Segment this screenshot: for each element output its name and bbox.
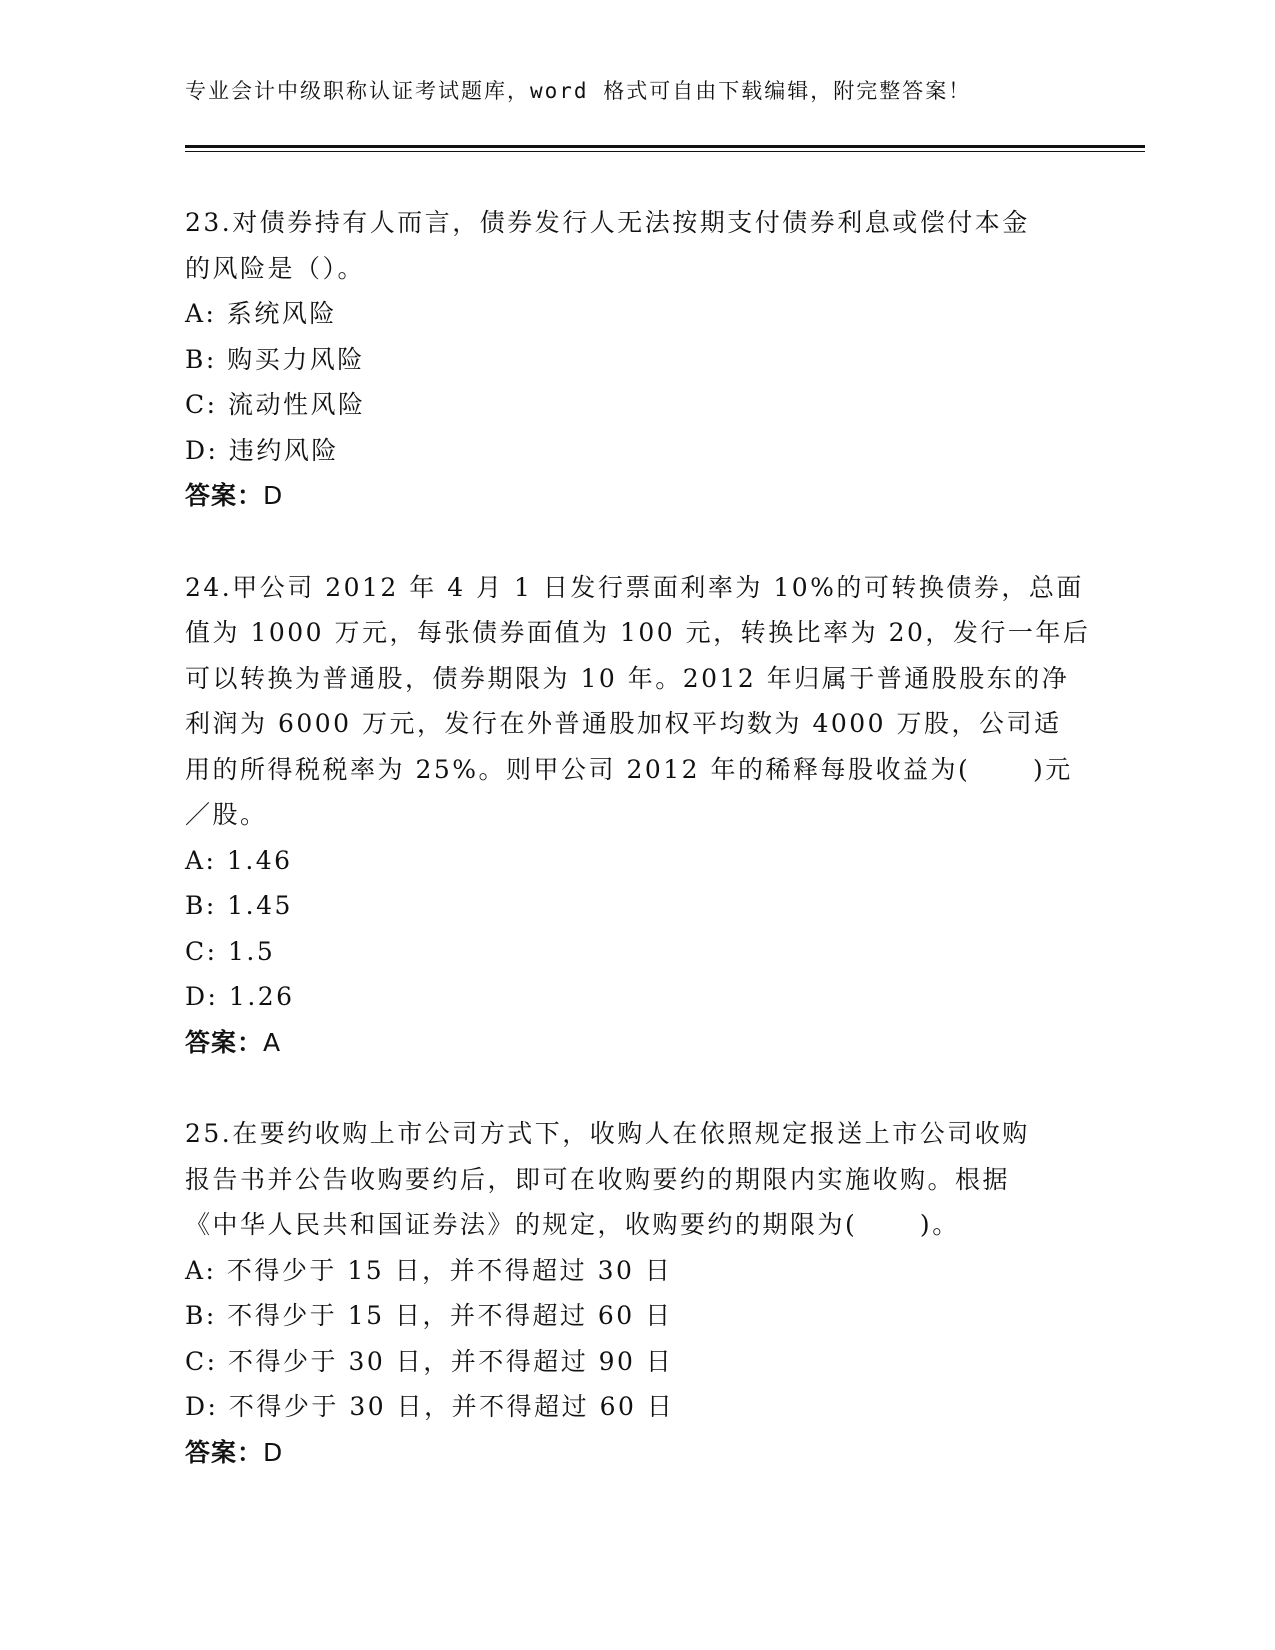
question-stem-line: 25.在要约收购上市公司方式下，收购人在依照规定报送上市公司收购	[185, 1119, 1030, 1148]
question-stem-line: 值为 1000 万元，每张债券面值为 100 元，转换比率为 20，发行一年后	[185, 618, 1091, 647]
answer-value: D	[263, 1437, 284, 1467]
option-d: D: 违约风险	[185, 435, 339, 465]
option-a: A: 系统风险	[185, 299, 337, 328]
question-stem-line: 23.对债券持有人而言，债券发行人无法按期支付债券利息或偿付本金	[185, 208, 1030, 237]
question-24	[185, 565, 1091, 1066]
question-stem-line: 24.甲公司 2012 年 4 月 1 日发行票面利率为 10%的可转换债券，总面	[185, 572, 1084, 602]
answer-value: D	[263, 481, 284, 510]
option-c: C: 不得少于 30 日，并不得超过 90 日	[185, 1346, 674, 1376]
answer-label: 答案：	[185, 1027, 264, 1057]
header-rule-thin	[185, 151, 1145, 152]
option-c: C: 流动性风险	[185, 390, 366, 419]
option-b: B: 不得少于 15 日，并不得超过 60 日	[185, 1301, 673, 1330]
question-stem-line: 报告书并公告收购要约后，即可在收购要约的期限内实施收购。根据	[185, 1164, 1011, 1194]
option-d: D: 不得少于 30 日，并不得超过 60 日	[185, 1392, 675, 1421]
answer-value: A	[263, 1027, 282, 1057]
question-25	[185, 1111, 1085, 1475]
option-b: B: 1.45	[185, 891, 293, 920]
answer-line	[185, 473, 1085, 519]
answer-line	[185, 1430, 1085, 1476]
question-stem-line: ／股。	[185, 800, 268, 829]
page-header: 专业会计中级职称认证考试题库，word 格式可自由下载编辑，附完整答案！	[185, 79, 972, 103]
answer-label: 答案：	[185, 1437, 264, 1467]
question-23	[185, 200, 1085, 519]
question-list	[185, 200, 1091, 1521]
option-b: B: 购买力风险	[185, 344, 365, 374]
question-stem-line: 利润为 6000 万元，发行在外普通股加权平均数为 4000 万股，公司适	[185, 709, 1062, 738]
answer-label: 答案：	[185, 481, 264, 510]
question-stem-line: 的风险是（）。	[185, 253, 366, 283]
option-c: C: 1.5	[185, 936, 276, 966]
option-a: A: 不得少于 15 日，并不得超过 30 日	[185, 1255, 673, 1285]
option-d: D: 1.26	[185, 982, 295, 1011]
question-stem-line: 《中华人民共和国证券法》的规定，收购要约的期限为( )。	[185, 1210, 960, 1239]
question-stem-line: 可以转换为普通股，债券期限为 10 年。2012 年归属于普通股股东的净	[185, 663, 1070, 693]
option-a: A: 1.46	[185, 845, 293, 875]
header-rule-thick	[185, 145, 1145, 148]
question-stem-line: 用的所得税税率为 25%。则甲公司 2012 年的稀释每股收益为( )元	[185, 754, 1073, 784]
answer-line	[185, 1020, 1085, 1066]
